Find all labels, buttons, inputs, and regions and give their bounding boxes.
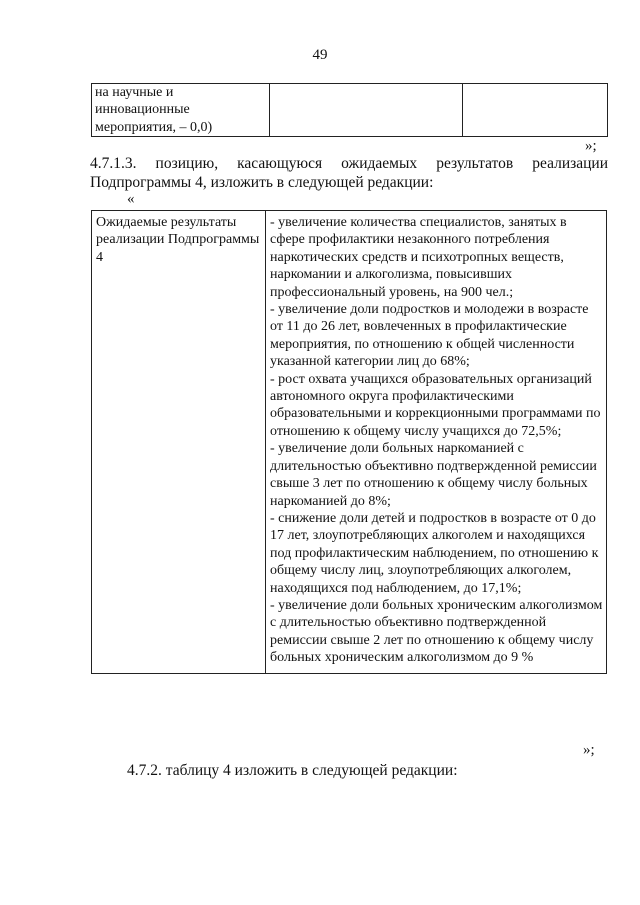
expected-results-table <box>91 210 607 674</box>
result-item: - снижение доли детей и подростков в возрасте от 0 до 17 лет, злоупотребляющих алкоголем и находящихся под профилактическим наблюдением, по отношению к общему числу лиц, злоупотребляющих алкоголем, находящихся под наблюдением, до 17,1%; <box>270 510 599 596</box>
result-item: - увеличение доли подростков и молодежи в возрасте от 11 до 26 лет, вовлеченных в профилактические мероприятия, по отношению к общей численности указанной категории лиц до 68%; <box>270 302 589 370</box>
empty-cell <box>270 84 463 137</box>
opening-quote: « <box>127 191 135 207</box>
paragraph-4-7-1-3-continuation: Подпрограммы 4, изложить в следующей редакции: <box>90 174 434 191</box>
result-item: - увеличение доли больных наркоманией с длительностью объективно подтвержденной ремиссии свыше 3 лет по отношению к общему числу больных наркоманией до 8%; <box>270 441 597 509</box>
table-row <box>92 84 608 137</box>
closing-quote: »; <box>585 138 597 154</box>
paragraph-4-7-2: 4.7.2. таблицу 4 изложить в следующей редакции: <box>127 762 458 779</box>
continuation-table <box>91 83 608 137</box>
paragraph-4-7-1-3: 4.7.1.3. позицию, касающуюся ожидаемых результатов реализации <box>90 155 608 172</box>
results-list-cell <box>266 211 607 674</box>
closing-quote: »; <box>583 742 595 758</box>
table-row <box>92 211 607 674</box>
result-item: - увеличение количества специалистов, занятых в сфере профилактики незаконного потребления наркотических средств и психотропных веществ, наркомании и алкоголизма, повысивших профессиональный уровень, на 900 чел.; <box>270 215 567 300</box>
empty-cell <box>463 84 608 137</box>
result-item: - увеличение доли больных хроническим алкоголизмом с длительностью объективно подтвержденной ремиссии свыше 2 лет по отношению к общему числу больных хроническим алкоголизмом до 9 % <box>270 597 603 666</box>
result-item: - рост охвата учащихся образовательных организаций автономного округа профилактическими образовательными и коррекционными программами по отношению к общему числу учащихся до 72,5%; <box>270 371 601 439</box>
page-number: 49 <box>312 47 328 63</box>
results-label-cell: Ожидаемые результаты реализации Подпрограммы 4 <box>92 211 266 674</box>
funding-cell: на научные и инновационные мероприятия, – 0,0) <box>92 84 270 137</box>
